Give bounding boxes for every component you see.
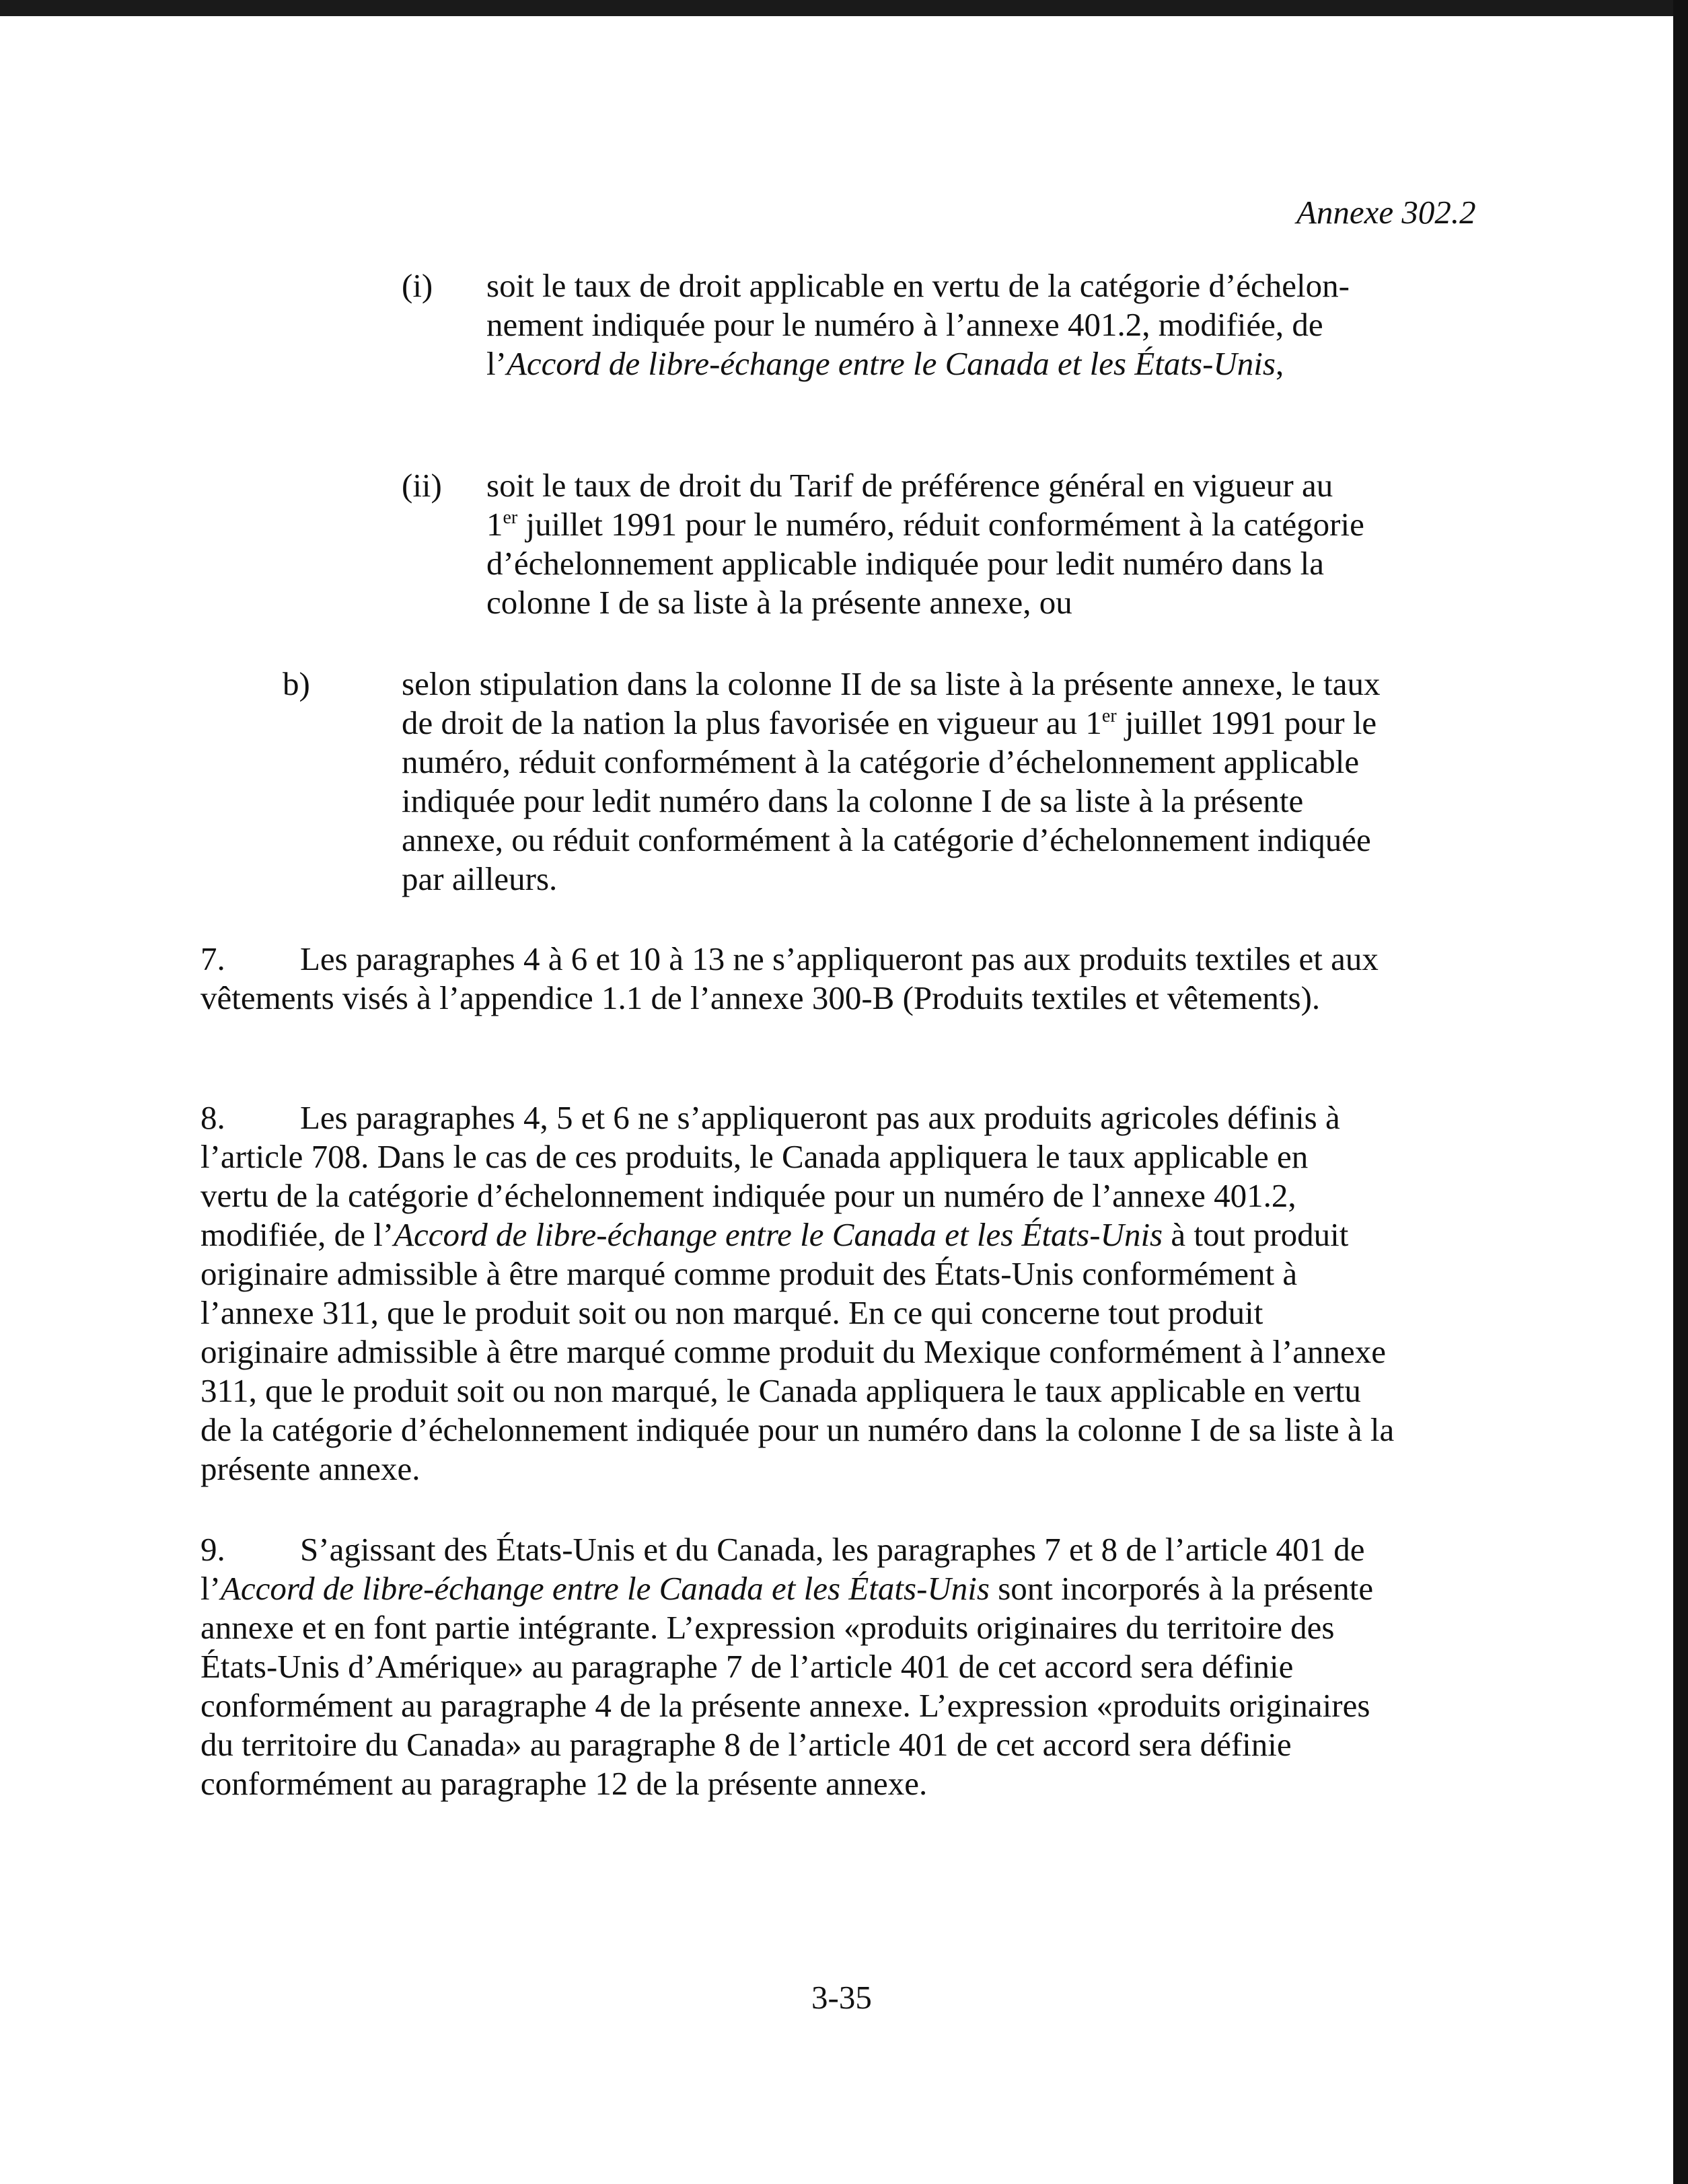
paragraph-8-line-4: modifiée, de l’Accord de libre-échange entre le Canada et les États-Unis à tout produit	[200, 1216, 1349, 1253]
paragraph-7-number: 7.	[200, 940, 225, 977]
paragraph-9-line-5: conformément au paragraphe 4 de la présente annexe. L’expression «produits originaires	[200, 1687, 1370, 1724]
paragraph-8-line-2: l’article 708. Dans le cas de ces produits, le Canada appliquera le taux applicable en	[200, 1138, 1309, 1175]
item-ii-line-2: 1er juillet 1991 pour le numéro, réduit conformément à la catégorie	[486, 506, 1364, 543]
paragraph-9-number: 9.	[200, 1531, 225, 1568]
paragraph-9-line-3: annexe et en font partie intégrante. L’expression «produits originaires du territoire des	[200, 1609, 1335, 1646]
paragraph-9-line-6: du territoire du Canada» au paragraphe 8 de l’article 401 de cet accord sera définie	[200, 1726, 1292, 1763]
scan-edge-right	[1673, 0, 1688, 2184]
paragraph-8-number: 8.	[200, 1099, 225, 1136]
item-b-line-4: indiquée pour ledit numéro dans la colonne I de sa liste à la présente	[402, 782, 1304, 819]
paragraph-9-line-4: États-Unis d’Amérique» au paragraphe 7 de l’article 401 de cet accord sera définie	[200, 1648, 1294, 1685]
item-b-line-1: selon stipulation dans la colonne II de sa liste à la présente annexe, le taux	[402, 665, 1381, 702]
item-ii-line-1: soit le taux de droit du Tarif de préférence général en vigueur au	[486, 467, 1333, 504]
paragraph-9-line-1: S’agissant des États-Unis et du Canada, les paragraphes 7 et 8 de l’article 401 de	[300, 1531, 1365, 1568]
item-ii-line-3: d’échelonnement applicable indiquée pour ledit numéro dans la	[486, 545, 1324, 582]
paragraph-9-line-7: conformément au paragraphe 12 de la présente annexe.	[200, 1765, 928, 1802]
item-i-label: (i)	[402, 267, 433, 304]
item-i-line-2: nement indiquée pour le numéro à l’annexe 401.2, modifiée, de	[486, 306, 1323, 343]
paragraph-8-line-7: originaire admissible à être marqué comme produit du Mexique conformément à l’annexe	[200, 1333, 1387, 1370]
item-b-line-6: par ailleurs.	[402, 860, 558, 897]
paragraph-8-line-6: l’annexe 311, que le produit soit ou non marqué. En ce qui concerne tout produit	[200, 1294, 1263, 1331]
paragraph-8-line-8: 311, que le produit soit ou non marqué, le Canada appliquera le taux applicable en vertu	[200, 1372, 1361, 1409]
paragraph-8-line-5: originaire admissible à être marqué comme produit des États-Unis conformément à	[200, 1255, 1298, 1292]
paragraph-7-line-1: Les paragraphes 4 à 6 et 10 à 13 ne s’appliqueront pas aux produits textiles et aux	[300, 940, 1379, 977]
item-ii-line-4: colonne I de sa liste à la présente annexe, ou	[486, 584, 1072, 621]
paragraph-8-line-9: de la catégorie d’échelonnement indiquée pour un numéro dans la colonne I de sa liste à la	[200, 1411, 1395, 1448]
item-b-line-2: de droit de la nation la plus favorisée en vigueur au 1er juillet 1991 pour le	[402, 704, 1377, 741]
item-b-line-3: numéro, réduit conformément à la catégorie d’échelonnement applicable	[402, 743, 1360, 780]
paragraph-8-line-1: Les paragraphes 4, 5 et 6 ne s’appliqueront pas aux produits agricoles définis à	[300, 1099, 1340, 1136]
paragraph-7-line-2: vêtements visés à l’appendice 1.1 de l’annexe 300-B (Produits textiles et vêtements).	[200, 979, 1321, 1016]
paragraph-8-line-10: présente annexe.	[200, 1450, 420, 1487]
paragraph-9-line-2: l’Accord de libre-échange entre le Canada et les États-Unis sont incorporés à la présente	[200, 1570, 1374, 1607]
item-i-line-1: soit le taux de droit applicable en vertu de la catégorie d’échelon-	[486, 267, 1350, 304]
item-ii-label: (ii)	[402, 467, 442, 504]
annex-header: Annexe 302.2	[1296, 194, 1476, 231]
item-b-label: b)	[283, 665, 310, 702]
item-b-line-5: annexe, ou réduit conformément à la catégorie d’échelonnement indiquée	[402, 821, 1371, 858]
scan-edge-top	[0, 0, 1688, 16]
paragraph-8-line-3: vertu de la catégorie d’échelonnement indiquée pour un numéro de l’annexe 401.2,	[200, 1177, 1296, 1214]
item-i-line-3: l’Accord de libre-échange entre le Canada et les États-Unis,	[486, 345, 1284, 382]
page-number: 3-35	[811, 1979, 872, 2016]
